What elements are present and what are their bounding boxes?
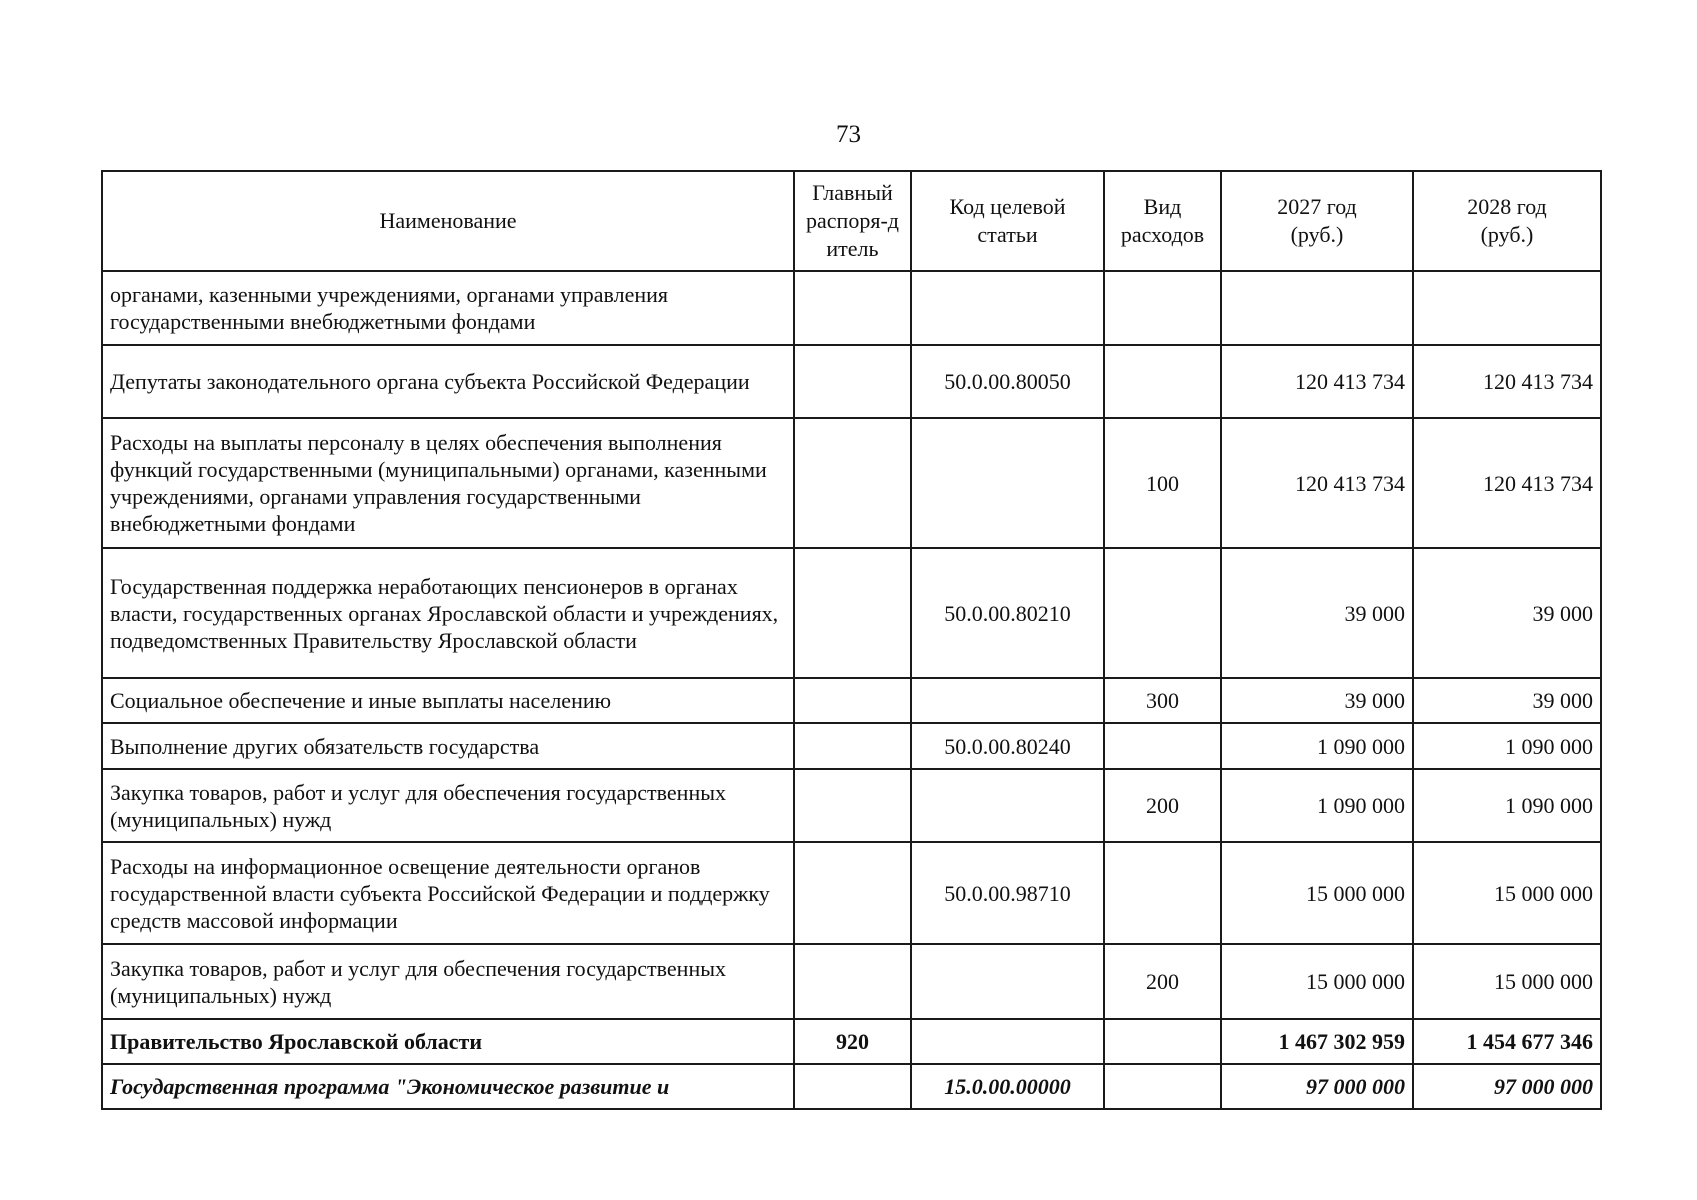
row-2027: 97 000 000	[1221, 1064, 1413, 1109]
header-ministry	[794, 171, 911, 271]
row-2027: 1 090 000	[1221, 723, 1413, 769]
table-row	[102, 548, 1601, 678]
row-2027: 15 000 000	[1221, 944, 1413, 1019]
row-2027: 1 467 302 959	[1221, 1019, 1413, 1064]
header-name: Наименование	[102, 171, 794, 271]
row-kind	[1104, 1064, 1221, 1109]
row-code: 50.0.00.80210	[911, 548, 1104, 678]
row-kind	[1104, 723, 1221, 769]
row-name: Правительство Ярославской области	[102, 1019, 794, 1064]
row-kind	[1104, 271, 1221, 345]
header-2028-label: 2028 год (руб.)	[1467, 194, 1547, 247]
row-2027: 39 000	[1221, 678, 1413, 723]
header-code	[911, 171, 1104, 271]
table-row	[102, 842, 1601, 944]
row-ministry	[794, 723, 911, 769]
row-2028: 15 000 000	[1413, 944, 1601, 1019]
table-row	[102, 271, 1601, 345]
row-kind	[1104, 1019, 1221, 1064]
row-kind: 100	[1104, 418, 1221, 548]
row-name: Расходы на выплаты персоналу в целях обеспечения выполнения функций государственными (муниципальными) органами, казенными учреждениями, органами управления государственными внебюджетными фондами	[102, 418, 794, 548]
row-2028: 1 090 000	[1413, 769, 1601, 842]
table-row	[102, 769, 1601, 842]
row-kind: 300	[1104, 678, 1221, 723]
header-kind-label: Вид расходов	[1120, 194, 1205, 247]
row-2028: 39 000	[1413, 548, 1601, 678]
row-code	[911, 271, 1104, 345]
row-code	[911, 1019, 1104, 1064]
row-2028: 39 000	[1413, 678, 1601, 723]
row-name: Закупка товаров, работ и услуг для обеспечения государственных (муниципальных) нужд	[102, 944, 794, 1019]
row-ministry	[794, 769, 911, 842]
row-2028: 120 413 734	[1413, 418, 1601, 548]
row-ministry	[794, 842, 911, 944]
table-row	[102, 418, 1601, 548]
row-2028: 1 090 000	[1413, 723, 1601, 769]
row-name: Государственная поддержка неработающих пенсионеров в органах власти, государственных органах Ярославской области и учреждениях, подведомственных Правительству Ярославской области	[102, 548, 794, 678]
row-code: 50.0.00.98710	[911, 842, 1104, 944]
table-row	[102, 1019, 1601, 1064]
row-2028: 97 000 000	[1413, 1064, 1601, 1109]
row-2028: 1 454 677 346	[1413, 1019, 1601, 1064]
table-row	[102, 944, 1601, 1019]
row-code	[911, 769, 1104, 842]
row-ministry	[794, 271, 911, 345]
row-kind: 200	[1104, 944, 1221, 1019]
row-kind	[1104, 345, 1221, 418]
header-2027	[1221, 171, 1413, 271]
row-ministry	[794, 418, 911, 548]
page-number: 73	[836, 121, 861, 148]
row-name: органами, казенными учреждениями, органами управления государственными внебюджетными фондами	[102, 271, 794, 345]
row-name: Расходы на информационное освещение деятельности органов государственной власти субъекта Российской Федерации и поддержку средств массовой информации	[102, 842, 794, 944]
row-ministry	[794, 1064, 911, 1109]
row-2028	[1413, 271, 1601, 345]
row-name: Закупка товаров, работ и услуг для обеспечения государственных (муниципальных) нужд	[102, 769, 794, 842]
row-2028: 15 000 000	[1413, 842, 1601, 944]
header-code-label: Код целевой статьи	[949, 194, 1066, 247]
table-header-row	[102, 171, 1601, 271]
row-2027: 120 413 734	[1221, 418, 1413, 548]
row-kind	[1104, 548, 1221, 678]
table-row	[102, 678, 1601, 723]
row-2027: 15 000 000	[1221, 842, 1413, 944]
row-ministry	[794, 944, 911, 1019]
row-2027: 1 090 000	[1221, 769, 1413, 842]
table-row	[102, 723, 1601, 769]
row-code: 50.0.00.80050	[911, 345, 1104, 418]
row-code: 50.0.00.80240	[911, 723, 1104, 769]
row-2027: 39 000	[1221, 548, 1413, 678]
row-kind: 200	[1104, 769, 1221, 842]
row-code	[911, 944, 1104, 1019]
budget-table	[101, 170, 1602, 1110]
row-name: Депутаты законодательного органа субъекта Российской Федерации	[102, 345, 794, 418]
header-ministry-label: Главный распоря-дитель	[806, 180, 899, 261]
row-code	[911, 678, 1104, 723]
row-ministry	[794, 548, 911, 678]
table-row	[102, 1064, 1601, 1109]
row-ministry	[794, 345, 911, 418]
row-kind	[1104, 842, 1221, 944]
row-name: Выполнение других обязательств государства	[102, 723, 794, 769]
row-name: Государственная программа "Экономическое развитие и	[102, 1064, 794, 1109]
row-2027	[1221, 271, 1413, 345]
row-2028: 120 413 734	[1413, 345, 1601, 418]
header-2028	[1413, 171, 1601, 271]
row-name: Социальное обеспечение и иные выплаты населению	[102, 678, 794, 723]
row-code	[911, 418, 1104, 548]
row-ministry	[794, 678, 911, 723]
header-kind	[1104, 171, 1221, 271]
row-2027: 120 413 734	[1221, 345, 1413, 418]
row-code: 15.0.00.00000	[911, 1064, 1104, 1109]
row-ministry: 920	[794, 1019, 911, 1064]
header-2027-label: 2027 год (руб.)	[1277, 194, 1357, 247]
table-row	[102, 345, 1601, 418]
